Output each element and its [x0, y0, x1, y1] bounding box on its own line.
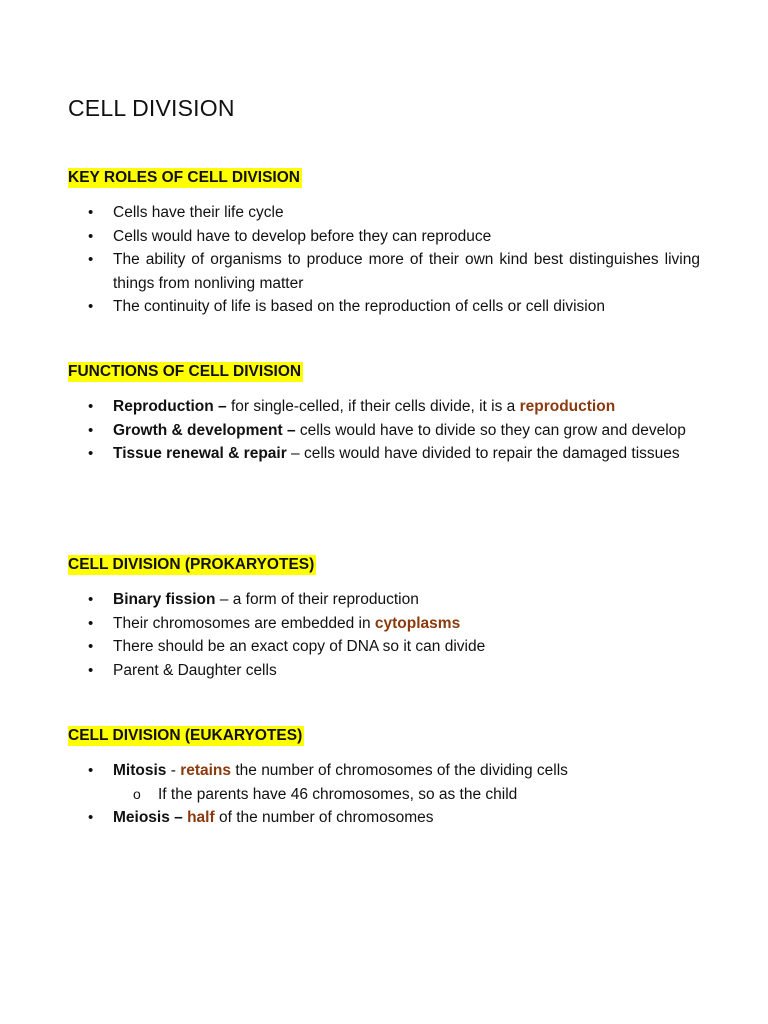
section-eukaryotes	[68, 726, 700, 830]
item-text: – cells would have divided to repair the damaged tissues	[286, 445, 680, 462]
section-key-roles	[68, 168, 700, 319]
list-item	[68, 588, 700, 612]
section-heading: KEY ROLES OF CELL DIVISION	[68, 169, 300, 186]
list-item: • Cells would have to develop before they can reproduce	[68, 225, 700, 249]
item-text: -	[166, 762, 181, 779]
bullet-list	[68, 395, 700, 466]
section-heading: CELL DIVISION (PROKARYOTES)	[68, 556, 315, 573]
emphasis-text: retains	[180, 762, 232, 779]
emphasis-text: cytoplasms	[374, 614, 461, 632]
bullet-list	[68, 759, 700, 830]
section-prokaryotes	[68, 555, 700, 682]
list-item: • There should be an exact copy of DNA so it can divide	[68, 635, 700, 659]
item-text: the number of chromosomes of the dividing cells	[231, 762, 568, 779]
list-item: • The continuity of life is based on the reproduction of cells or cell division	[68, 295, 700, 319]
list-item: • Cells have their life cycle	[68, 201, 700, 225]
emphasis-text: half	[187, 809, 215, 826]
term-label: Reproduction –	[113, 398, 227, 415]
document-title: CELL DIVISION	[68, 95, 235, 121]
term-label: Tissue renewal & repair	[113, 445, 287, 462]
list-item	[68, 395, 700, 419]
term-label: Meiosis –	[113, 809, 183, 826]
list-item	[68, 806, 700, 830]
list-item	[68, 442, 700, 466]
list-item	[68, 419, 700, 443]
list-item	[68, 759, 700, 806]
bullet-list	[68, 201, 700, 319]
term-label: Growth & development –	[113, 421, 296, 439]
list-item: • Parent & Daughter cells	[68, 659, 700, 683]
emphasis-text: reproduction	[519, 398, 616, 415]
term-label: Mitosis	[113, 762, 167, 779]
item-text: Their chromosomes are embedded in	[113, 614, 375, 632]
term-label: Binary fission	[113, 591, 216, 608]
item-text: for single-celled, if their cells divide, it is a	[226, 398, 520, 415]
list-item	[68, 612, 700, 636]
item-text: of the number of chromosomes	[214, 809, 434, 826]
list-item: • The ability of organisms to produce more of their own kind best distinguishes living things from nonliving matter	[68, 248, 700, 295]
sub-list	[113, 783, 700, 807]
section-functions	[68, 362, 700, 466]
sub-list-item: o If the parents have 46 chromosomes, so as the child	[113, 783, 700, 807]
item-text: cells would have to divide so they can grow and develop	[295, 421, 686, 439]
section-heading: FUNCTIONS OF CELL DIVISION	[68, 363, 302, 380]
item-text: – a form of their reproduction	[215, 591, 419, 608]
section-heading: CELL DIVISION (EUKARYOTES)	[68, 727, 303, 744]
bullet-list	[68, 588, 700, 682]
